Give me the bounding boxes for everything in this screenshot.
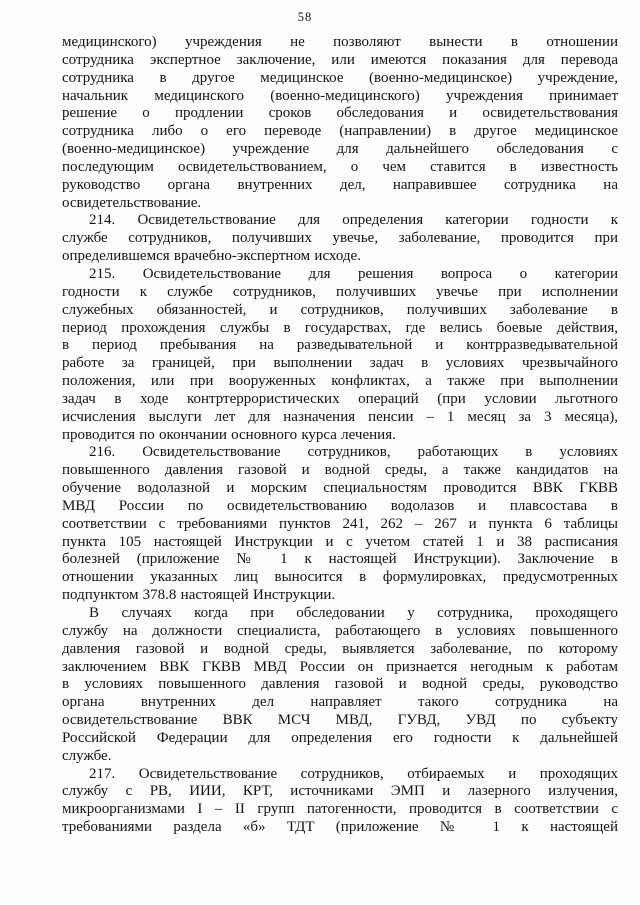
text-line: болезней (приложение № 1 к настоящей Инструкции). Заключение в (62, 551, 618, 568)
text-line: Российской Федерации для определения его годности к дальнейшей (62, 729, 618, 746)
text-line: решение о продлении сроков обследования и освидетельствования (62, 105, 618, 122)
text-line: работе за границей, при выполнении задач в условиях чрезвычайного (62, 355, 618, 372)
text-line: исчисления выслуги лет для назначения пенсии – 1 месяц за 3 месяца), (62, 408, 618, 425)
text-line: заключением ВВК ГКВВ МВД России он признается негодным к работам (62, 658, 618, 675)
text-line: повышенного давления газовой и водной среды, а также кандидатов на (62, 462, 618, 479)
text-line: 217. Освидетельствование сотрудников, отбираемых и проходящих (89, 765, 618, 782)
text-line: проводится по окончании основного курса лечения. (62, 426, 396, 443)
text-line: В случаях когда при обследовании у сотрудника, проходящего (89, 605, 618, 621)
text-line: МВД России по освидетельствованию водолазов и плавсостава в (62, 497, 618, 514)
text-line: 216. Освидетельствование сотрудников, работающих в условиях (89, 444, 618, 461)
text-line: освидетельствование. (62, 194, 202, 211)
text-line: положения, или при вооруженных конфликтах, а также при выполнении (62, 373, 618, 390)
text-line: соответствии с требованиями пунктов 241, 262 – 267 и пункта 6 таблицы (62, 515, 618, 532)
text-line: 215. Освидетельствование для решения вопроса о категории (89, 265, 618, 282)
text-line: сотрудника в другое медицинское (военно-медицинское) учреждение, (62, 69, 618, 86)
text-line: в период пребывания на разведывательной и контрразведывательной (62, 337, 618, 354)
text-line: 214. Освидетельствование для определения категории годности к (89, 212, 618, 229)
document-body (62, 34, 618, 837)
text-line: последующим освидетельствованием, о чем ставится в известность (62, 158, 618, 175)
text-line: микроорганизмами I – II групп патогенности, проводится в соответствии с (62, 801, 618, 818)
text-line: давления газовой и водной среды, выявляется заболевание, по которому (62, 640, 618, 657)
text-line: годности к службе сотрудников, получивших увечье при исполнении (62, 283, 618, 300)
text-line: (военно-медицинское) учреждение для дальнейшего обследования с (62, 141, 618, 158)
text-line: службе сотрудников, получивших увечье, заболевание, проводится при (62, 230, 618, 247)
text-line: отношении указанных лиц выносится в формулировках, предусмотренных (62, 569, 618, 586)
paragraph (62, 444, 618, 605)
text-line: определившемся врачебно-экспертном исходе. (62, 248, 361, 265)
text-line: освидетельствование ВВК МСЧ МВД, ГУВД, УВД по субъекту (62, 712, 618, 729)
text-line: подпунктом 378.8 настоящей Инструкции. (62, 587, 336, 604)
text-line: сотрудника экспертное заключение, или имеются показания для перевода (62, 51, 618, 68)
text-line: требованиями раздела «б» ТДТ (приложение № 1 к настоящей (62, 819, 618, 836)
text-line: служебных обязанностей, и сотрудников, получивших заболевание в (62, 301, 618, 318)
text-line: период прохождения службы в государствах, где велись боевые действия, (62, 319, 618, 336)
text-line: органа внутренних дел направляет такого сотрудника на (62, 694, 618, 711)
text-line: начальник медицинского (военно-медицинского) учреждения принимает (62, 87, 618, 104)
text-line: обучение водолазной и морским специальностям проводится ВВК ГКВВ (62, 480, 618, 497)
text-line: пункта 105 настоящей Инструкции и с учетом статей 1 и 38 расписания (62, 533, 618, 550)
paragraph (62, 266, 618, 444)
text-line: сотрудника либо о его переводе (направлении) в другое медицинское (62, 123, 618, 140)
text-line: в условиях повышенного давления газовой и водной среды, руководство (62, 676, 618, 693)
text-line: задач в ходе контртеррористических операций (при условии льготного (62, 390, 618, 407)
paragraph (62, 766, 618, 837)
paragraph (62, 212, 618, 266)
text-line: службе. (62, 747, 112, 764)
text-line: службу на должности специалиста, работающего в условиях повышенного (62, 622, 618, 639)
text-line: руководство органа внутренних дел, направившее сотрудника на (62, 176, 618, 193)
paragraph (62, 34, 618, 212)
paragraph (62, 605, 618, 766)
text-line: службу с РВ, ИИИ, КРТ, источниками ЭМП и лазерного излучения, (62, 783, 618, 800)
page-number: 58 (297, 10, 313, 24)
text-line: медицинского) учреждения не позволяют вынести в отношении (62, 34, 618, 50)
